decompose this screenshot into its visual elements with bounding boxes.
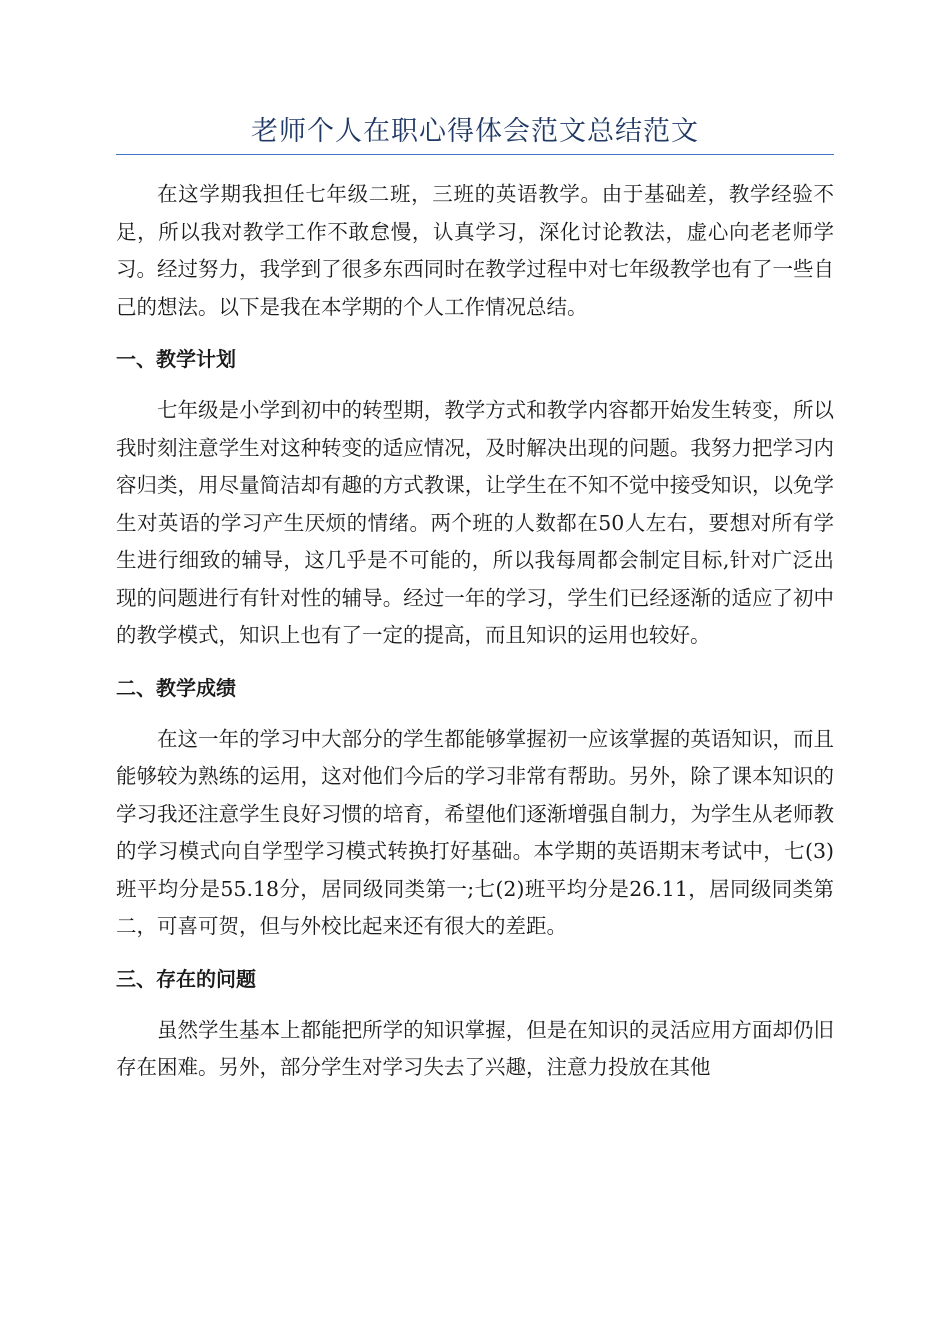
title-underline	[116, 154, 834, 155]
section-body-teaching-results: 在这一年的学习中大部分的学生都能够掌握初一应该掌握的英语知识，而且能够较为熟练的运用，这对他们今后的学习非常有帮助。另外，除了课本知识的学习我还注意学生良好习惯的培育，希望他们逐渐增强自制力，为学生从老师教的学习模式向自学型学习模式转换打好基础。本学期的英语期末考试中，七(3)班平均分是55.18分，居同级同类第一;七(2)班平均分是26.11，居同级同类第二，可喜可贺，但与外校比起来还有很大的差距。	[116, 726, 834, 938]
section-heading-existing-problems: 三、存在的问题	[116, 966, 256, 991]
section-heading-teaching-results: 二、教学成绩	[116, 675, 236, 700]
document-page	[116, 112, 834, 1087]
intro-paragraph: 在这学期我担任七年级二班，三班的英语教学。由于基础差，教学经验不足，所以我对教学工作不敢怠慢，认真学习，深化讨论教法，虚心向老老师学习。经过努力，我学到了很多东西同时在教学过程中对七年级教学也有了一些自己的想法。以下是我在本学期的个人工作情况总结。	[116, 182, 834, 319]
section-heading-teaching-plan: 一、教学计划	[116, 347, 236, 371]
document-title: 老师个人在职心得体会范文总结范文	[251, 116, 699, 147]
section-body-teaching-plan: 七年级是小学到初中的转型期，教学方式和教学内容都开始发生转变，所以我时刻注意学生对这种转变的适应情况，及时解决出现的问题。我努力把学习内容归类，用尽量简洁却有趣的方式教课，让学生在不知不觉中接受知识，以免学生对英语的学习产生厌烦的情绪。两个班的人数都在50人左右，要想对所有学生进行细致的辅导，这几乎是不可能的，所以我每周都会制定目标,针对广泛出现的问题进行有针对性的辅导。经过一年的学习，学生们已经逐渐的适应了初中的教学模式，知识上也有了一定的提高，而且知识的运用也较好。	[116, 398, 834, 647]
section-body-existing-problems: 虽然学生基本上都能把所学的知识掌握，但是在知识的灵活应用方面却仍旧存在困难。另外，部分学生对学习失去了兴趣，注意力投放在其他	[116, 1017, 834, 1079]
